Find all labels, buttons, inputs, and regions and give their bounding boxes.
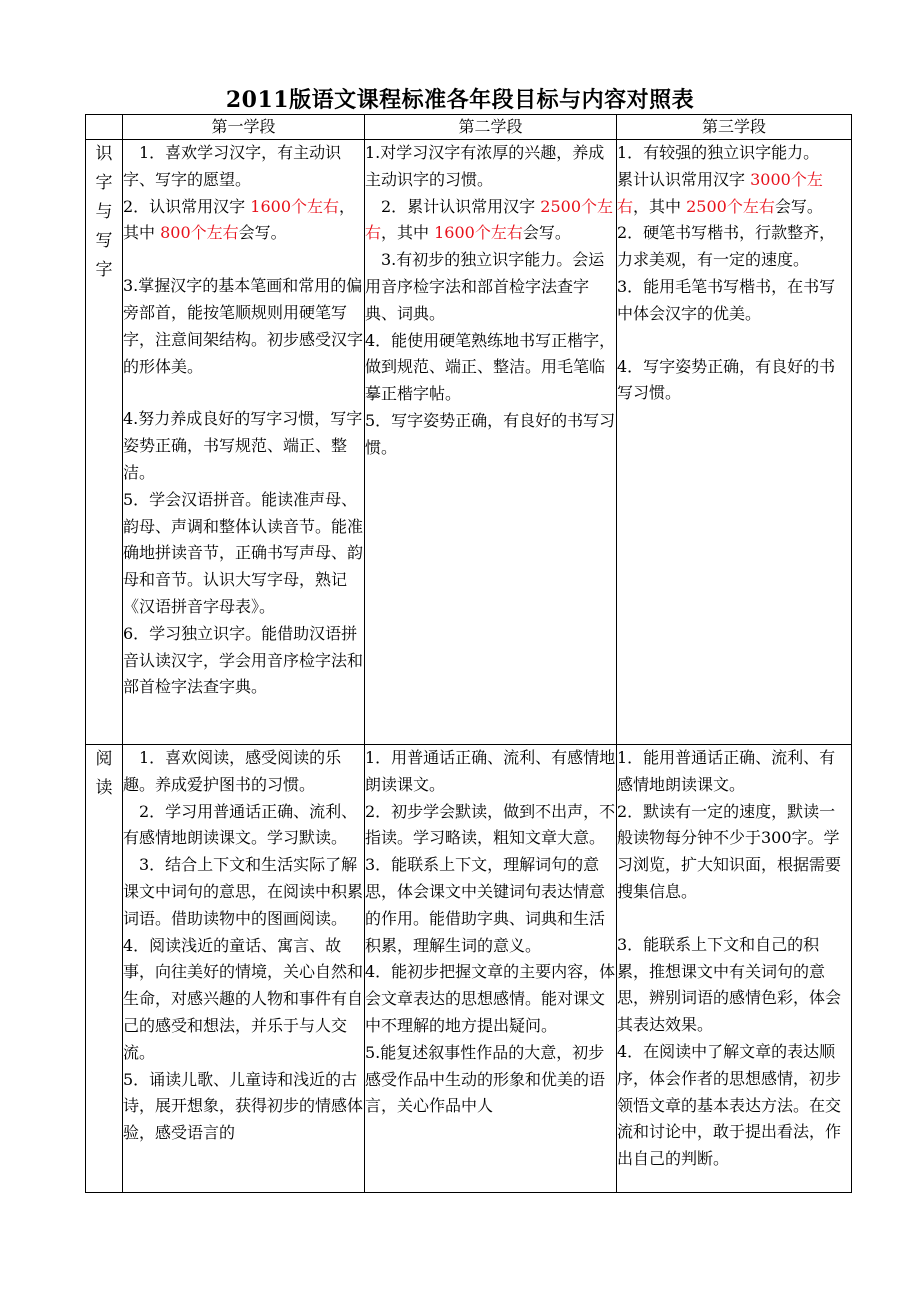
- table-row-literacy: [86, 140, 852, 745]
- literacy-stage-2-cell: [365, 140, 617, 745]
- comparison-table: [85, 114, 852, 1193]
- list-item: 3．能联系上下文，理解词句的意思，体会课文中关键词句表达情意的作用。能借助字典、词典和生活积累，理解生词的意义。: [365, 855, 606, 955]
- list-item: 1．用普通话正确、流利、有感情地朗读课文。: [365, 748, 616, 794]
- list-item: 2．默读有一定的速度，默读一般读物每分钟不少于300字。学习浏览，扩大知识面，根据需要搜集信息。: [617, 801, 842, 901]
- list-item: 4．写字姿势正确，有良好的书写习惯。: [617, 356, 836, 403]
- stage-1-header: 第一学段: [123, 115, 365, 140]
- page-title: 2011版语文课程标准各年段目标与内容对照表: [225, 87, 695, 113]
- list-item: 2．初步学会默读，做到不出声，不指读。学习略读，粗知文章大意。: [365, 801, 616, 848]
- list-item: 5．学会汉语拼音。能读准声母、韵母、声调和整体认读音节。能准确地拼读音节，正确书写声母、韵母和音节。认识大写字母，熟记《汉语拼音字母表》。: [123, 489, 364, 616]
- section-label-reading: 阅 读: [86, 745, 123, 1193]
- list-item: 2．累计认识常用汉字 2500个左右，其中 1600个左右会写。: [365, 196, 614, 243]
- list-item: 2．学习用普通话正确、流利、有感情地朗读课文。学习默读。: [123, 801, 358, 848]
- list-item: 5．写字姿势正确，有良好的书写习惯。: [365, 410, 616, 457]
- stage-2-header: 第二学段: [365, 115, 617, 140]
- list-item: 3．能联系上下文和自己的积累，推想课文中有关词句的意思，辨别词语的感情色彩，体会其表达效果。: [617, 934, 842, 1035]
- list-item: 1．有较强的独立识字能力。: [617, 143, 820, 162]
- literacy-stage-1-cell: [123, 140, 365, 745]
- list-item: 3.有初步的独立识字能力。会运用音序检字法和部首检字法查字典、词典。: [365, 250, 605, 323]
- list-item: 1．喜欢阅读，感受阅读的乐趣。养成爱护图书的习惯。: [123, 748, 342, 794]
- list-item: 5.能复述叙事性作品的大意，初步感受作品中生动的形象和优美的语言，关心作品中人: [365, 1042, 606, 1116]
- reading-stage-3-cell: [617, 745, 852, 1193]
- table-row-reading: [86, 745, 852, 1193]
- list-item: 4．阅读浅近的童话、寓言、故事，向往美好的情境，关心自然和生命，对感兴趣的人物和事件有自己的感受和想法，并乐于与人交流。: [123, 935, 364, 1062]
- list-item: 1.对学习汉字有浓厚的兴趣，养成主动识字的习惯。: [365, 143, 605, 189]
- corner-cell: [86, 115, 123, 140]
- list-item: 累计认识常用汉字 3000个左右，其中 2500个左右会写。: [617, 169, 823, 216]
- list-item: 2．硬笔书写楷书，行款整齐，力求美观，有一定的速度。: [617, 223, 836, 270]
- list-item: 1．能用普通话正确、流利、有感情地朗读课文。: [617, 748, 836, 794]
- header-row: [86, 115, 852, 140]
- list-item: 4．在阅读中了解文章的表达顺序，体会作者的思想感情，初步领悟文章的基本表达方法。在交流和讨论中，敢于提出看法，作出自己的判断。: [617, 1041, 842, 1169]
- list-item: 3．结合上下文和生活实际了解课文中词句的意思，在阅读中积累词语。借助读物中的图画阅读。: [123, 855, 364, 928]
- list-item: 4.努力养成良好的写字习惯，写字姿势正确，书写规范、端正、整洁。: [123, 409, 363, 482]
- list-item: 4．能初步把握文章的主要内容，体会文章表达的思想感情。能对课文中不理解的地方提出疑问。: [365, 962, 616, 1035]
- list-item: 5．诵读儿歌、儿童诗和浅近的古诗，展开想象，获得初步的情感体验，感受语言的: [123, 1069, 364, 1143]
- list-item: 3.掌握汉字的基本笔画和常用的偏旁部首，能按笔顺规则用硬笔写字，注意间架结构。初步感受汉字的形体美。: [123, 276, 364, 376]
- section-label-literacy: 识 字 与 写 字: [86, 140, 123, 745]
- list-item: 2．认识常用汉字 1600个左右，其中 800个左右会写。: [123, 196, 356, 243]
- list-item: 3．能用毛笔书写楷书，在书写中体会汉字的优美。: [617, 276, 836, 323]
- reading-stage-1-cell: [123, 745, 365, 1193]
- stage-3-header: 第三学段: [617, 115, 852, 140]
- list-item: 1．喜欢学习汉字，有主动识字、写字的愿望。: [123, 143, 342, 189]
- literacy-stage-3-cell: [617, 140, 852, 745]
- list-item: 4．能使用硬笔熟练地书写正楷字，做到规范、端正、整洁。用毛笔临摹正楷字帖。: [365, 330, 616, 404]
- reading-stage-2-cell: [365, 745, 617, 1193]
- list-item: 6．学习独立识字。能借助汉语拼音认读汉字，学会用音序检字法和部首检字法查字典。: [123, 623, 364, 697]
